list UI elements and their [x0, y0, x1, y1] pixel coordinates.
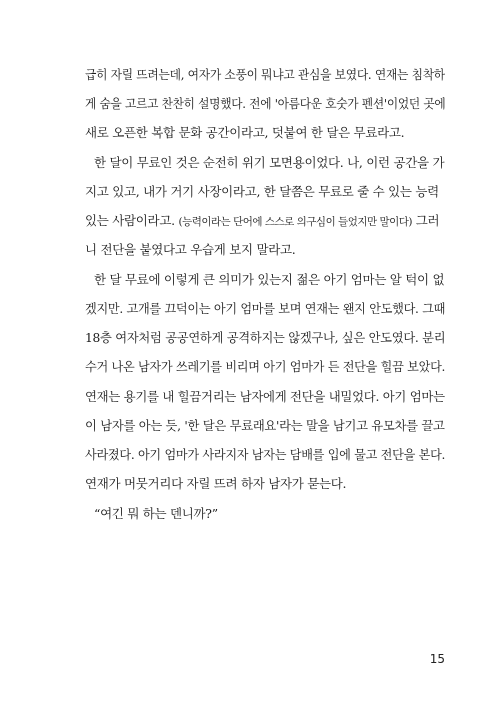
- paragraph-start-line: 한 달이 무료인 것은 순전히 위기 모면용이었다. 나, 이런 공간을 가: [94, 155, 445, 170]
- text-line: 사라졌다. 아기 엄마가 사라지자 남자는 담배를 입에 물고 전단을 본다.: [85, 447, 446, 462]
- text-line: 새로 오픈한 복합 문화 공간이라고, 덧붙여 한 달은 무료라고.: [85, 125, 405, 140]
- page-number: 15: [429, 652, 445, 666]
- parenthetical-aside: (능력이라는 단어에 스스로 의구심이 들었지만 말이다): [178, 216, 412, 228]
- text-line: 연재는 용기를 내 힐끔거리는 남자에게 전단을 내밀었다. 아기 엄마는: [85, 389, 445, 404]
- text-line: 지고 있고, 내가 거기 사장이라고, 한 달쯤은 무료로 줄 수 있는 능력: [85, 184, 439, 199]
- text-line: 겠지만. 고개를 끄덕이는 아기 엄마를 보며 연재는 왠지 안도했다. 그때: [85, 301, 446, 316]
- text-line: 게 숨을 고르고 찬찬히 설명했다. 전에 '아름다운 호숫가 펜션'이었던 곳에: [85, 96, 446, 111]
- text-line-with-aside: [85, 208, 445, 233]
- text-line: 급히 자릴 뜨려는데, 여자가 소풍이 뭐냐고 관심을 보였다. 연재는 침착하: [85, 67, 445, 82]
- text-fragment: 있는 사람이라고.: [85, 213, 175, 228]
- text-fragment: 그러: [415, 213, 440, 228]
- text-line: 연재가 머뭇거리다 자릴 뜨려 하자 남자가 묻는다.: [85, 476, 347, 491]
- text-line: 18층 여자처럼 공공연하게 공격하지는 않겠구나, 싶은 안도였다. 분리: [85, 330, 446, 345]
- text-line: 수거 나온 남자가 쓰레기를 비리며 아기 엄마가 든 전단을 힐끔 보았다.: [85, 359, 446, 374]
- text-line: 니 전단을 붙였다고 우습게 보지 말라고.: [85, 242, 296, 257]
- text-line: 이 남자를 아는 듯, '한 달은 무료래요'라는 말을 남기고 유모차를 끌고: [85, 418, 445, 433]
- dialogue-line: “여긴 뭐 하는 덴니까?”: [94, 506, 218, 521]
- paragraph-start-line: 한 달 무료에 이렇게 큰 의미가 있는지 젊은 아기 엄마는 알 턱이 없: [94, 272, 445, 287]
